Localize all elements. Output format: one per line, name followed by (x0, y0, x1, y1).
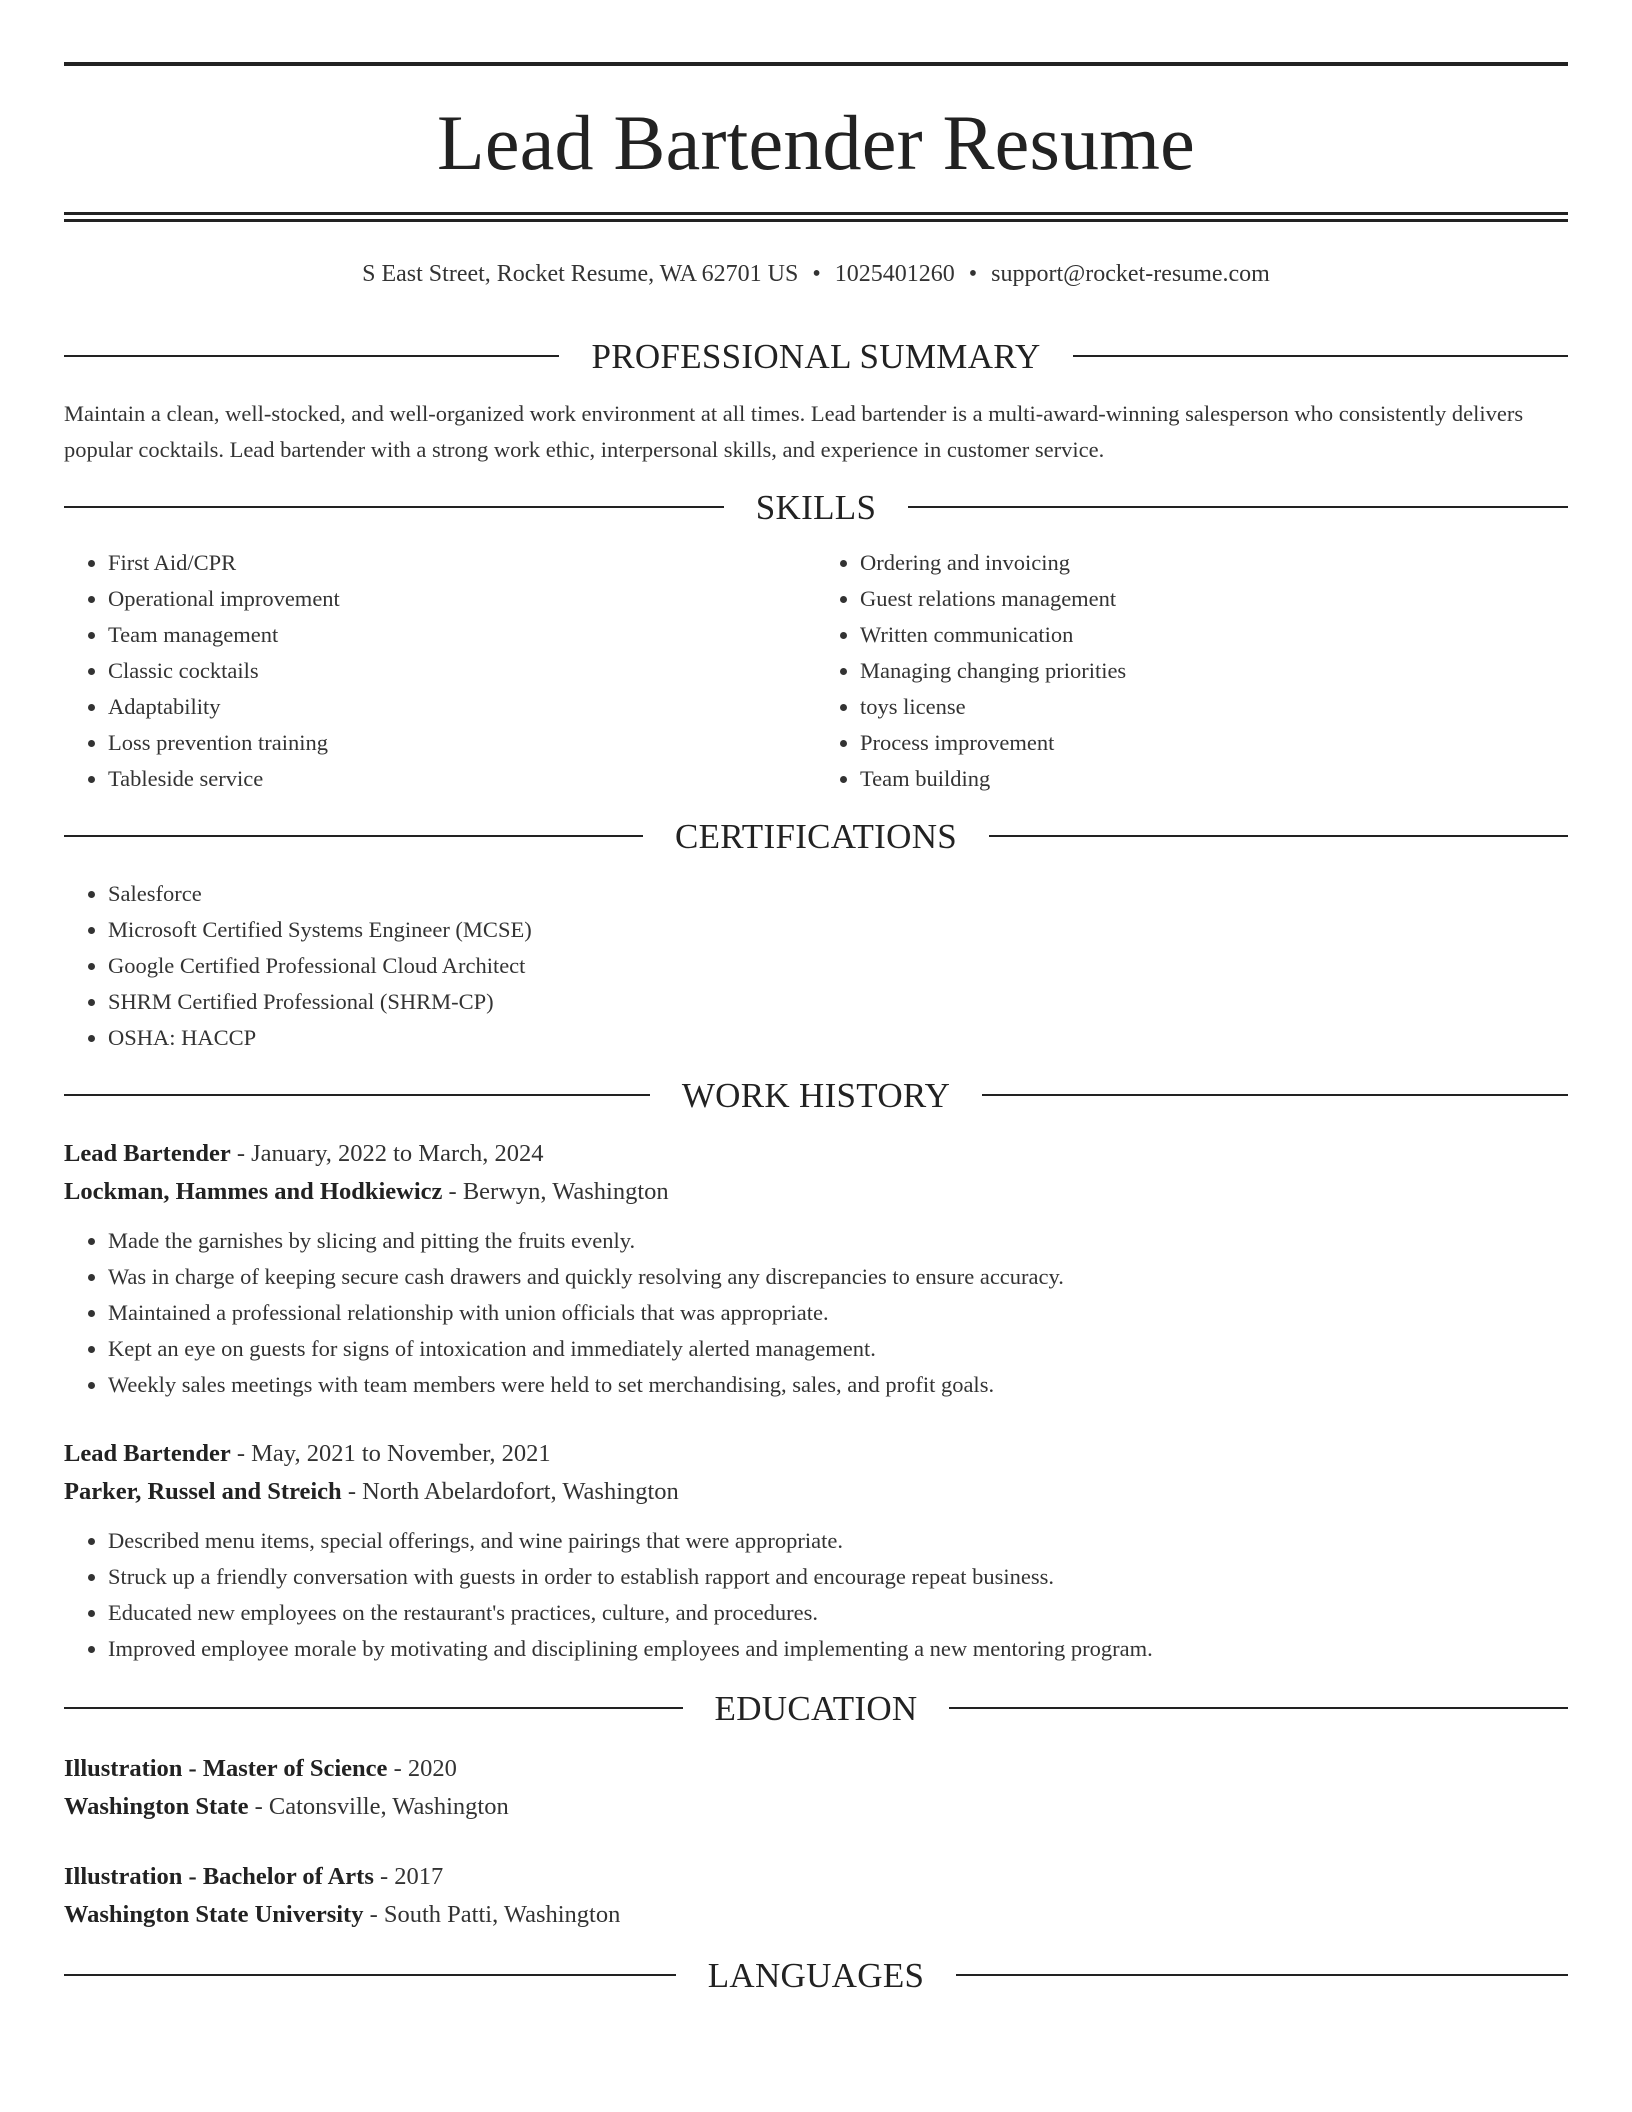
heading-rule (64, 1094, 650, 1096)
job-entry (64, 1435, 1568, 1667)
heading-rule (64, 835, 643, 837)
heading-rule (64, 506, 724, 508)
certification-item: • SHRM Certified Professional (SHRM-CP) (108, 984, 1568, 1020)
education-degree-line (64, 1750, 1568, 1788)
education-entry (64, 1750, 1568, 1826)
section-heading-certifications (64, 816, 1568, 856)
contact-address: S East Street, Rocket Resume, WA 62701 US (362, 261, 799, 287)
education-entry (64, 1858, 1568, 1934)
skill-item: • Process improvement (860, 725, 1568, 761)
skill-item: • Team management (108, 617, 816, 653)
skills-list-right (816, 545, 1568, 797)
job-duty-item: • Kept an eye on guests for signs of intoxication and immediately alerted management. (108, 1331, 1568, 1367)
section-heading-work-history (64, 1075, 1568, 1115)
section-title-certifications: CERTIFICATIONS (674, 816, 958, 856)
job-company: Lockman, Hammes and Hodkiewicz (64, 1177, 443, 1205)
job-title: Lead Bartender (64, 1139, 231, 1167)
job-company: Parker, Russel and Streich (64, 1477, 342, 1505)
contact-email: support@rocket-resume.com (991, 261, 1270, 287)
skill-item: • Operational improvement (108, 581, 816, 617)
job-duty-item: • Weekly sales meetings with team members were held to set merchandising, sales, and profit goals. (108, 1367, 1568, 1403)
skill-item: • Classic cocktails (108, 653, 816, 689)
section-title-languages: LANGUAGES (707, 1955, 925, 1995)
skill-item: • Managing changing priorities (860, 653, 1568, 689)
education-degree-line (64, 1858, 1568, 1896)
job-title: Lead Bartender (64, 1439, 231, 1467)
professional-summary-text: Maintain a clean, well-stocked, and well-organized work environment at all times. Lead bartender is a multi-award-winning salesperson who consistently delivers popular cocktails. Lead bartender with a strong work ethic, interpersonal skills, and experience in customer service. (64, 400, 1524, 462)
skill-item: • toys license (860, 689, 1568, 725)
contact-phone: 1025401260 (834, 261, 955, 287)
education-year: - 2020 (387, 1754, 457, 1782)
job-duty-item: • Maintained a professional relationship with union officials that was appropriate. (108, 1295, 1568, 1331)
job-dates: - May, 2021 to November, 2021 (230, 1439, 551, 1467)
education-degree: Illustration - Master of Science (64, 1754, 388, 1782)
job-title-line (64, 1435, 1568, 1473)
job-duties-list (64, 1223, 1568, 1403)
section-title-education: EDUCATION (714, 1688, 918, 1728)
job-location: - Berwyn, Washington (442, 1177, 669, 1205)
heading-rule (64, 355, 559, 357)
heading-rule (982, 1094, 1568, 1096)
education-year: - 2017 (373, 1862, 444, 1890)
heading-rule (1073, 355, 1568, 357)
education-school-line (64, 1788, 1568, 1826)
section-heading-education (64, 1688, 1568, 1728)
job-duty-item: • Was in charge of keeping secure cash drawers and quickly resolving any discrepancies to ensure accuracy. (108, 1259, 1568, 1295)
certification-item: • Microsoft Certified Systems Engineer (MCSE) (108, 912, 1568, 948)
skill-item: • Ordering and invoicing (860, 545, 1568, 581)
section-heading-summary (64, 336, 1568, 376)
section-title-summary: PROFESSIONAL SUMMARY (591, 336, 1041, 376)
heading-rule (949, 1707, 1568, 1709)
job-title-line (64, 1135, 1568, 1173)
skill-item: • Written communication (860, 617, 1568, 653)
section-title-skills: SKILLS (755, 487, 877, 527)
job-company-line (64, 1473, 1568, 1511)
section-heading-languages (64, 1955, 1568, 1995)
section-title-work-history: WORK HISTORY (681, 1075, 951, 1115)
heading-rule (989, 835, 1568, 837)
contact-separator: • (812, 261, 821, 287)
education-degree: Illustration - Bachelor of Arts (64, 1862, 374, 1890)
job-company-line (64, 1173, 1568, 1211)
skills-list-left (64, 545, 816, 797)
title-double-rule (64, 212, 1568, 222)
certification-item: • Google Certified Professional Cloud Architect (108, 948, 1568, 984)
education-school: Washington State University (64, 1900, 364, 1928)
heading-rule (908, 506, 1568, 508)
job-duty-item: • Described menu items, special offerings, and wine pairings that were appropriate. (108, 1523, 1568, 1559)
job-duty-item: • Improved employee morale by motivating and disciplining employees and implementing a new mentoring program. (108, 1631, 1568, 1667)
contact-line (64, 260, 1568, 289)
job-dates: - January, 2022 to March, 2024 (230, 1139, 544, 1167)
skills-column-right (816, 545, 1568, 797)
heading-rule (64, 1974, 676, 1976)
contact-separator: • (968, 261, 978, 287)
certification-item: • OSHA: HACCP (108, 1020, 1568, 1056)
skill-item: • First Aid/CPR (108, 545, 816, 581)
skill-item: • Guest relations management (860, 581, 1568, 617)
education-school-line (64, 1896, 1568, 1934)
education-location: - Catonsville, Washington (248, 1792, 509, 1820)
job-duty-item: • Educated new employees on the restaurant's practices, culture, and procedures. (108, 1595, 1568, 1631)
heading-rule (64, 1707, 683, 1709)
skills-column-left (64, 545, 816, 797)
job-duty-item: • Made the garnishes by slicing and pitting the fruits evenly. (108, 1223, 1568, 1259)
education-location: - South Patti, Washington (363, 1900, 621, 1928)
skills-grid (64, 545, 1568, 797)
skill-item: • Team building (860, 761, 1568, 797)
heading-rule (956, 1974, 1568, 1976)
resume-title: Lead Bartender Resume (437, 99, 1195, 186)
certifications-list (64, 876, 1568, 1056)
job-entry (64, 1135, 1568, 1403)
skill-item: • Adaptability (108, 689, 816, 725)
job-duties-list (64, 1523, 1568, 1667)
skill-item: • Loss prevention training (108, 725, 816, 761)
job-location: - North Abelardofort, Washington (341, 1477, 679, 1505)
section-heading-skills (64, 487, 1568, 527)
skill-item: • Tableside service (108, 761, 816, 797)
top-rule (64, 62, 1568, 66)
education-school: Washington State (64, 1792, 249, 1820)
certification-item: • Salesforce (108, 876, 1568, 912)
job-duty-item: • Struck up a friendly conversation with guests in order to establish rapport and encourage repeat business. (108, 1559, 1568, 1595)
